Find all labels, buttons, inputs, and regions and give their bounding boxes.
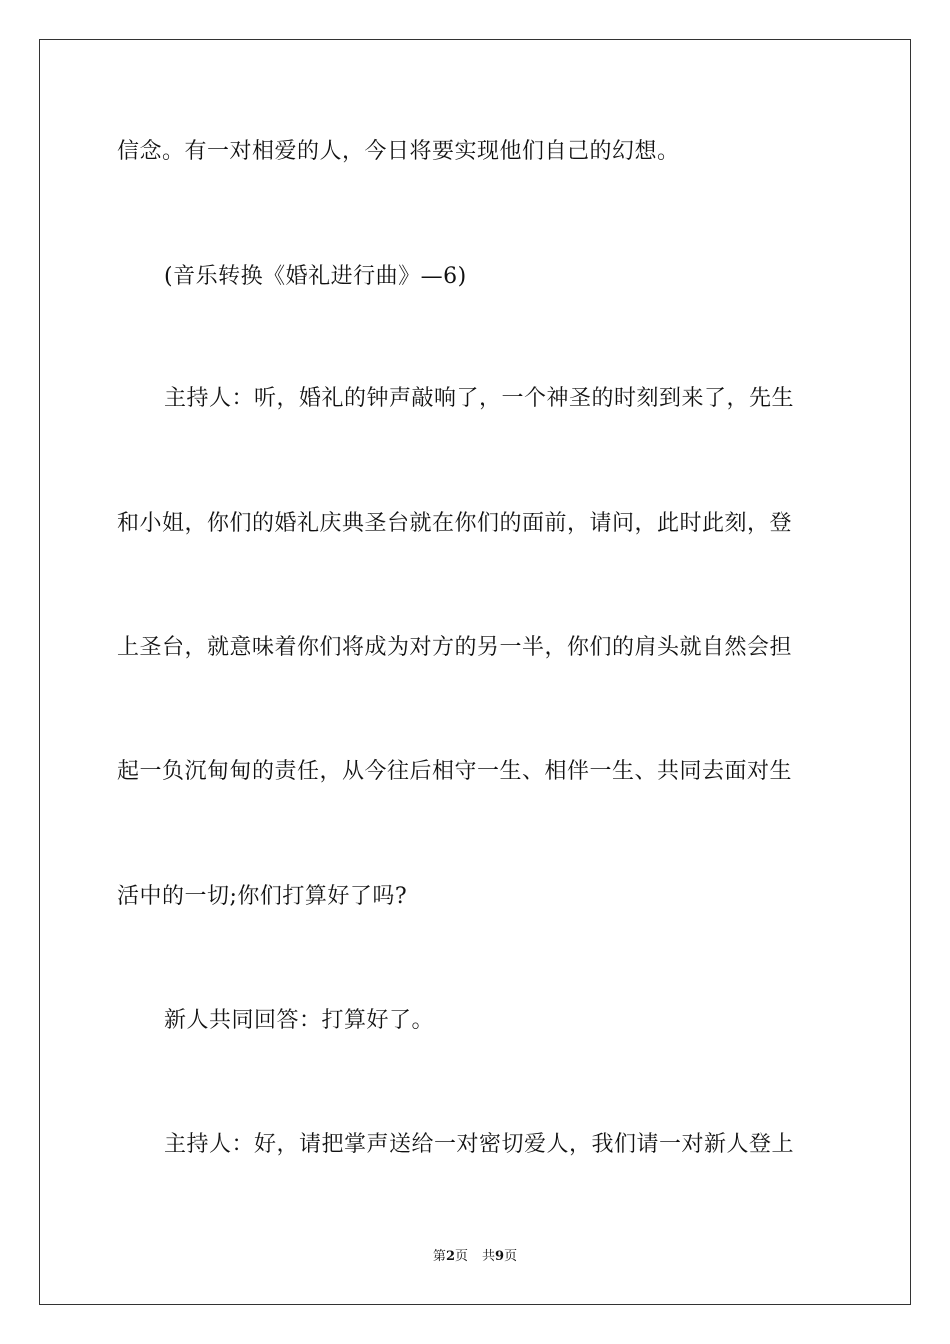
text-line-5: 上圣台，就意味着你们将成为对方的另一半，你们的肩头就自然会担	[117, 635, 793, 660]
page-suffix: 页	[454, 1249, 468, 1264]
text-line-2: (音乐转换《婚礼进行曲》—6)	[164, 264, 467, 289]
total-prefix: 共	[482, 1249, 496, 1264]
text-line-4: 和小姐，你们的婚礼庆典圣台就在你们的面前，请问，此时此刻，登	[117, 511, 793, 536]
page-frame	[39, 39, 911, 1305]
page-prefix: 第	[432, 1249, 446, 1264]
page-footer	[0, 1248, 950, 1266]
text-line-7: 活中的一切;你们打算好了吗?	[117, 884, 408, 909]
text-line-8: 新人共同回答：打算好了。	[164, 1008, 435, 1033]
text-line-6: 起一负沉甸甸的责任，从今往后相守一生、相伴一生、共同去面对生	[117, 759, 793, 784]
text-line-1: 信念。有一对相爱的人，今日将要实现他们自己的幻想。	[117, 139, 680, 164]
total-suffix: 页	[504, 1249, 518, 1264]
text-line-9: 主持人：好，请把掌声送给一对密切爱人，我们请一对新人登上	[164, 1132, 795, 1157]
page-number: 2	[445, 1249, 455, 1264]
text-line-3: 主持人：听，婚礼的钟声敲响了，一个神圣的时刻到来了，先生	[164, 386, 795, 411]
total-pages: 9	[495, 1249, 505, 1264]
